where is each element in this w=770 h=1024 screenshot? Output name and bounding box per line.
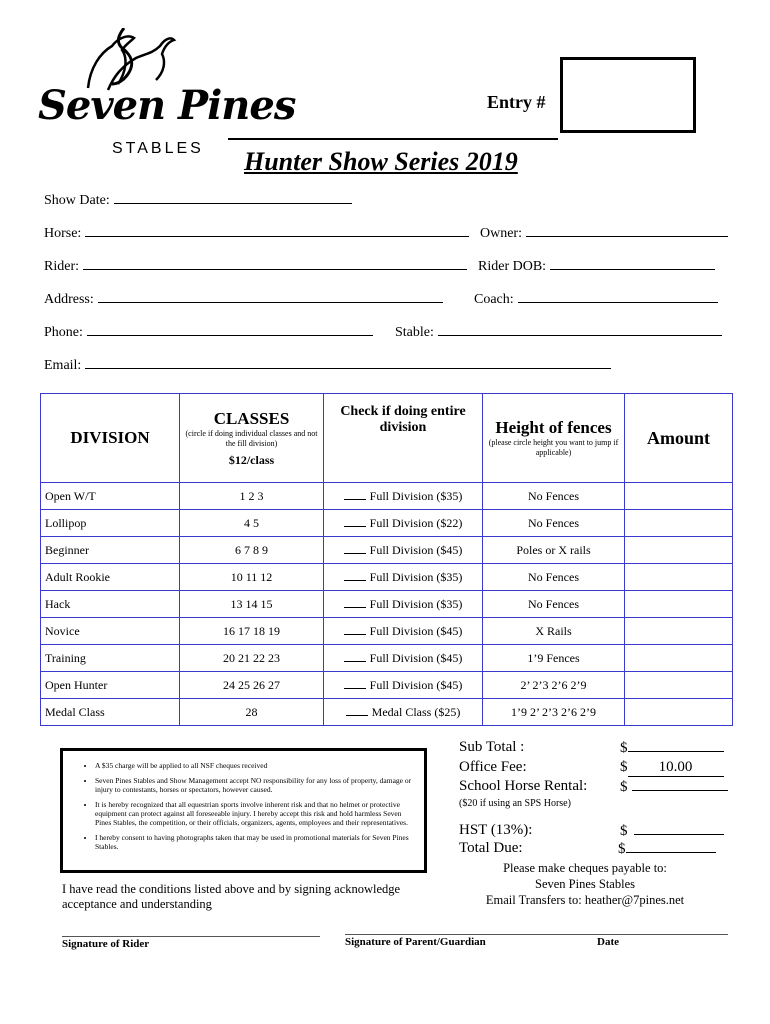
check-blank[interactable] xyxy=(344,678,366,689)
height-cell[interactable]: No Fences xyxy=(483,510,625,537)
table-row xyxy=(41,672,733,699)
header-classes-label: CLASSES xyxy=(213,408,290,428)
school-horse-label: School Horse Rental: xyxy=(459,778,588,794)
amount-cell[interactable] xyxy=(625,699,733,726)
division-cell: Open Hunter xyxy=(41,672,180,699)
table-row xyxy=(41,699,733,726)
check-label: Full Division ($45) xyxy=(369,650,463,665)
condition-item: • I hereby consent to having photographs taken that may be used in promotional materials for Seven Pines Stables. xyxy=(95,833,416,851)
check-blank[interactable] xyxy=(344,597,366,608)
table-row xyxy=(41,618,733,645)
subtotal-field[interactable] xyxy=(620,739,724,757)
payment-line-3: Email Transfers to: heather@7pines.net xyxy=(485,893,685,907)
height-cell[interactable]: No Fences xyxy=(483,483,625,510)
check-label: Full Division ($35) xyxy=(369,596,463,611)
amount-cell[interactable] xyxy=(625,672,733,699)
height-cell[interactable]: No Fences xyxy=(483,591,625,618)
amount-cell[interactable] xyxy=(625,510,733,537)
division-cell: Hack xyxy=(41,591,180,618)
header-height xyxy=(483,394,625,483)
address-field[interactable] xyxy=(44,290,443,308)
rider-signature-line[interactable] xyxy=(62,936,320,937)
header-check: Check if doing entire division xyxy=(324,394,483,483)
amount-cell[interactable] xyxy=(625,591,733,618)
logo-name-script: Seven Pines xyxy=(38,82,296,129)
check-blank[interactable] xyxy=(344,651,366,662)
rider-field[interactable] xyxy=(44,257,467,275)
check-cell[interactable] xyxy=(324,645,483,672)
check-label: Full Division ($45) xyxy=(369,542,463,557)
classes-cell[interactable]: 6 7 8 9 xyxy=(180,537,324,564)
header-division: DIVISION xyxy=(41,394,180,483)
amount-cell[interactable] xyxy=(625,645,733,672)
check-cell[interactable] xyxy=(324,699,483,726)
office-fee-label: Office Fee: xyxy=(459,759,527,775)
stable-label: Stable: xyxy=(395,325,434,340)
height-cell[interactable]: Poles or X rails xyxy=(483,537,625,564)
rider-dob-label: Rider DOB: xyxy=(478,259,547,274)
show-date-field[interactable] xyxy=(44,191,352,209)
entry-divider xyxy=(228,138,558,140)
division-cell: Adult Rookie xyxy=(41,564,180,591)
division-cell: Novice xyxy=(41,618,180,645)
division-cell: Training xyxy=(41,645,180,672)
entry-label: Entry # xyxy=(487,92,546,112)
horse-field[interactable] xyxy=(44,224,469,242)
parent-signature-line[interactable] xyxy=(345,934,728,935)
address-label: Address: xyxy=(44,292,94,307)
payment-line-1: Please make cheques payable to: xyxy=(503,861,667,875)
condition-item: • A $35 charge will be applied to all NSF cheques received xyxy=(95,761,416,770)
amount-cell[interactable] xyxy=(625,537,733,564)
check-label: Medal Class ($25) xyxy=(371,704,461,719)
division-cell: Open W/T xyxy=(41,483,180,510)
table-row xyxy=(41,645,733,672)
rider-label: Rider: xyxy=(44,259,79,274)
check-label: Full Division ($35) xyxy=(369,569,463,584)
phone-label: Phone: xyxy=(44,325,83,340)
currency-symbol: $ xyxy=(618,841,626,857)
email-label: Email: xyxy=(44,358,82,373)
check-label: Full Division ($22) xyxy=(369,515,463,530)
condition-item: • It is hereby recognized that all equestrian sports involve inherent risk and that no helmet or protective equipment can protect against all foreseeable injury. I hereby accept this risk and hold harmless Seven Pines Stables, the competition, or their officials, organizers, agents, employees and their representatives. xyxy=(95,800,416,827)
classes-cell[interactable]: 24 25 26 27 xyxy=(180,672,324,699)
coach-label: Coach: xyxy=(474,292,514,307)
division-table xyxy=(40,393,733,726)
header-classes-price: $12/class xyxy=(228,452,275,467)
rider-signature-label: Signature of Rider xyxy=(62,938,150,950)
entry-number-box[interactable] xyxy=(560,57,696,133)
parent-signature-label: Signature of Parent/Guardian xyxy=(345,936,486,948)
condition-item: • Seven Pines Stables and Show Management accept NO responsibility for any loss of property, damage or injury to contestants, horses or spectators, however caused. xyxy=(95,776,416,794)
check-cell[interactable] xyxy=(324,564,483,591)
total-due-label: Total Due: xyxy=(459,840,523,856)
date-label: Date xyxy=(597,936,619,948)
classes-cell[interactable]: 10 11 12 xyxy=(180,564,324,591)
show-date-label: Show Date: xyxy=(44,193,110,208)
classes-cell[interactable]: 4 5 xyxy=(180,510,324,537)
rider-dob-field[interactable] xyxy=(478,257,715,275)
height-cell[interactable]: 2’ 2’3 2’6 2’9 xyxy=(483,672,625,699)
logo-name-sub: STABLES xyxy=(112,140,204,157)
division-cell: Medal Class xyxy=(41,699,180,726)
check-label: Full Division ($45) xyxy=(369,623,463,638)
header-amount: Amount xyxy=(625,394,733,483)
check-blank[interactable] xyxy=(344,624,366,635)
table-row xyxy=(41,591,733,618)
page-title: Hunter Show Series 2019 xyxy=(244,147,518,176)
check-blank[interactable] xyxy=(344,570,366,581)
check-cell[interactable] xyxy=(324,510,483,537)
table-row xyxy=(41,510,733,537)
hst-field[interactable] xyxy=(620,822,724,840)
horse-label: Horse: xyxy=(44,226,82,241)
division-cell: Beginner xyxy=(41,537,180,564)
phone-field[interactable] xyxy=(44,323,373,341)
payment-line-2: Seven Pines Stables xyxy=(535,877,635,891)
conditions-box xyxy=(60,748,427,873)
office-fee-field[interactable] xyxy=(620,759,724,777)
check-label: Full Division ($45) xyxy=(369,677,463,692)
classes-cell[interactable]: 16 17 18 19 xyxy=(180,618,324,645)
owner-label: Owner: xyxy=(480,226,522,241)
amount-cell[interactable] xyxy=(625,483,733,510)
hst-label: HST (13%): xyxy=(459,822,533,838)
table-row xyxy=(41,483,733,510)
classes-cell[interactable]: 1 2 3 xyxy=(180,483,324,510)
check-cell[interactable] xyxy=(324,537,483,564)
check-cell[interactable] xyxy=(324,483,483,510)
stable-field[interactable] xyxy=(395,323,722,341)
classes-cell[interactable]: 13 14 15 xyxy=(180,591,324,618)
office-fee-value: 10.00 xyxy=(628,759,724,777)
owner-field[interactable] xyxy=(480,224,728,242)
currency-symbol: $ xyxy=(620,779,628,795)
height-cell[interactable]: No Fences xyxy=(483,564,625,591)
check-blank[interactable] xyxy=(344,489,366,500)
subtotal-label: Sub Total : xyxy=(459,739,525,755)
school-horse-field[interactable] xyxy=(620,778,728,796)
header-height-note: (please circle height you want to jump if applicable) xyxy=(488,438,619,457)
header-classes xyxy=(180,394,324,483)
height-cell[interactable]: 1’9 2’ 2’3 2’6 2’9 xyxy=(483,699,625,726)
check-cell[interactable] xyxy=(324,591,483,618)
division-cell: Lollipop xyxy=(41,510,180,537)
check-blank[interactable] xyxy=(344,543,366,554)
height-cell[interactable]: X Rails xyxy=(483,618,625,645)
header-classes-note: (circle if doing individual classes and not the fill division) xyxy=(185,428,318,448)
currency-symbol: $ xyxy=(620,740,628,756)
classes-cell[interactable]: 28 xyxy=(180,699,324,726)
currency-symbol: $ xyxy=(620,759,628,775)
check-blank[interactable] xyxy=(346,705,368,716)
check-blank[interactable] xyxy=(344,516,366,527)
table-row xyxy=(41,564,733,591)
check-label: Full Division ($35) xyxy=(369,488,463,503)
table-header-row xyxy=(41,394,733,483)
total-due-field[interactable] xyxy=(618,840,716,858)
check-cell[interactable] xyxy=(324,618,483,645)
amount-cell[interactable] xyxy=(625,618,733,645)
header-height-label: Height of fences xyxy=(495,418,612,437)
currency-symbol: $ xyxy=(620,823,628,839)
school-horse-note: ($20 if using an SPS Horse) xyxy=(459,798,571,809)
table-row xyxy=(41,537,733,564)
email-field[interactable] xyxy=(44,356,611,374)
classes-cell[interactable]: 20 21 22 23 xyxy=(180,645,324,672)
coach-field[interactable] xyxy=(474,290,718,308)
acknowledgement-text: I have read the conditions listed above and by signing acknowledge acceptance and understanding xyxy=(62,882,401,911)
check-cell[interactable] xyxy=(324,672,483,699)
amount-cell[interactable] xyxy=(625,564,733,591)
height-cell[interactable]: 1’9 Fences xyxy=(483,645,625,672)
